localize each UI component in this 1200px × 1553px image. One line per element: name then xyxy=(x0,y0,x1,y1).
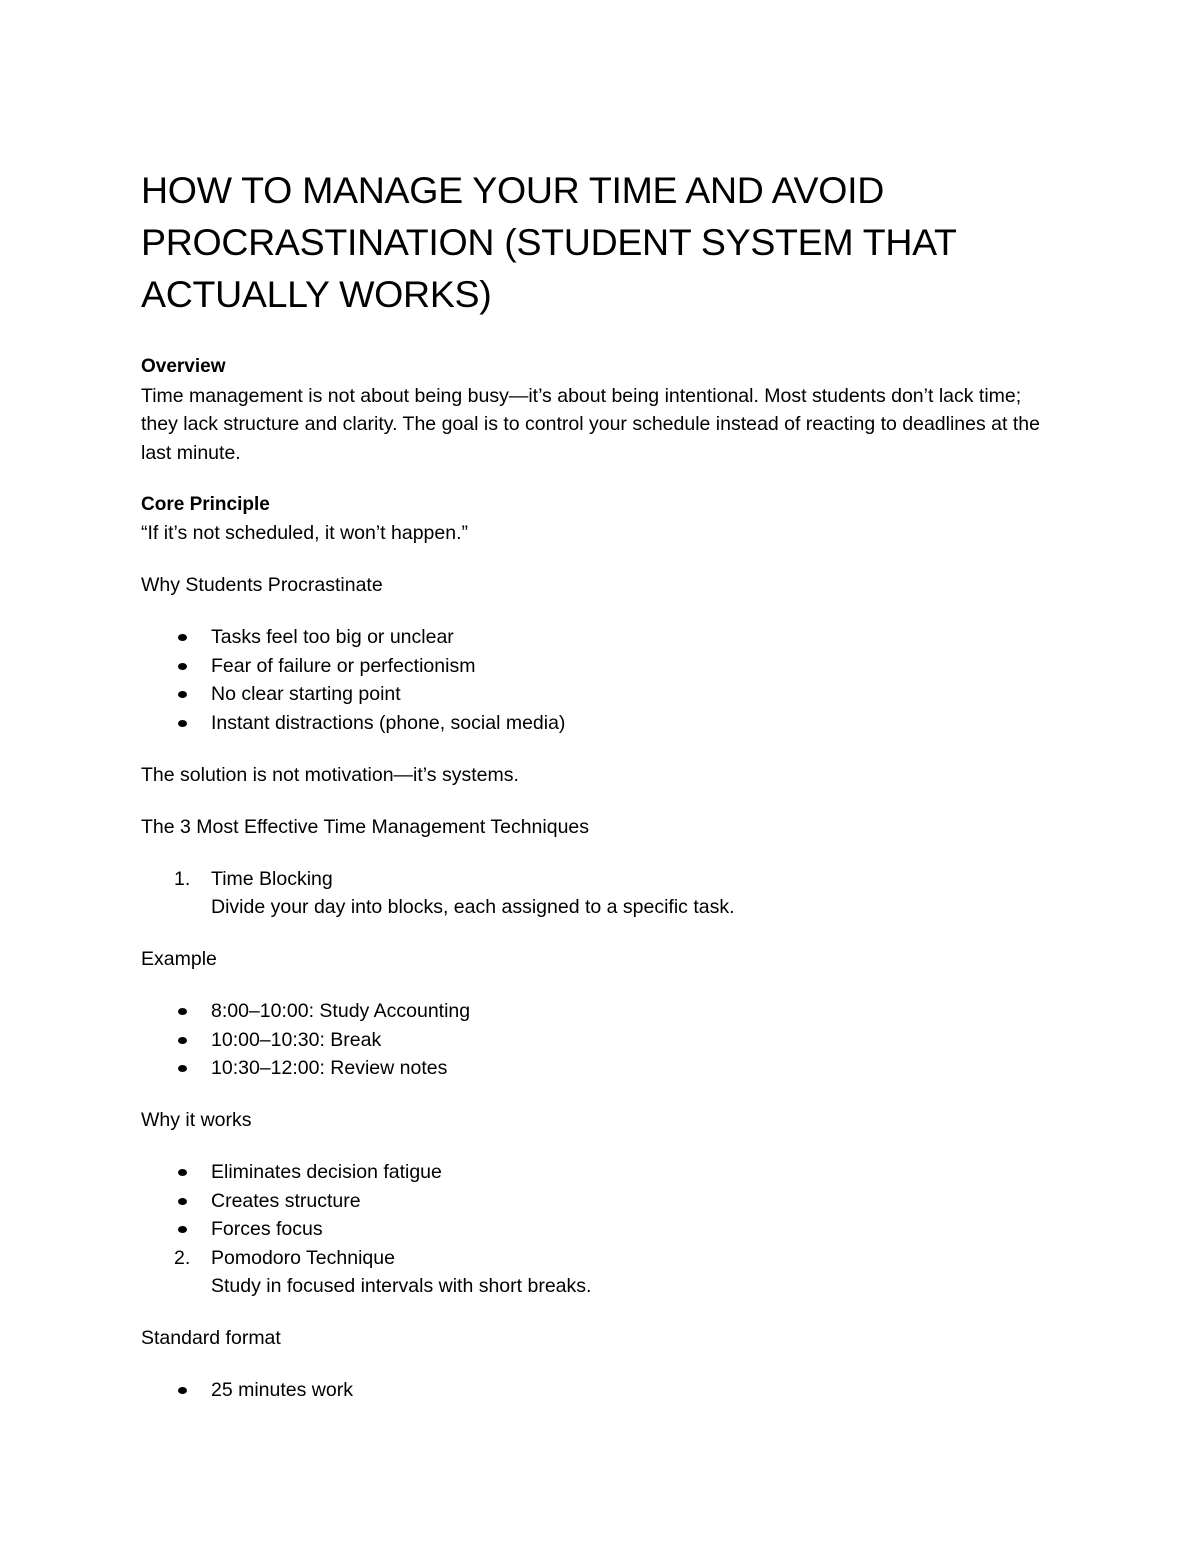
list-item: Eliminates decision fatigue xyxy=(141,1158,1061,1187)
why-it-works-heading: Why it works xyxy=(141,1109,252,1131)
list-number: 2. xyxy=(174,1246,191,1269)
bullet-icon xyxy=(178,1226,187,1233)
list-item: Creates structure xyxy=(141,1187,1061,1216)
list-item: Instant distractions (phone, social media) xyxy=(141,709,1061,738)
core-principle-quote: “If it’s not scheduled, it won’t happen.” xyxy=(141,522,468,544)
bullet-icon xyxy=(178,1198,187,1205)
why-procrastinate-heading: Why Students Procrastinate xyxy=(141,574,383,596)
bullet-icon xyxy=(178,634,187,641)
bullet-icon xyxy=(178,1169,187,1176)
list-item: 8:00–10:00: Study Accounting xyxy=(141,997,1061,1026)
technique-description: Study in focused intervals with short breaks. xyxy=(211,1275,592,1297)
bullet-icon xyxy=(178,1008,187,1015)
technique-1-list xyxy=(141,865,1061,922)
list-item: 25 minutes work xyxy=(141,1376,1061,1405)
technique-name: Pomodoro Technique xyxy=(211,1246,395,1269)
list-item: 10:00–10:30: Break xyxy=(141,1026,1061,1055)
list-item: Fear of failure or perfectionism xyxy=(141,652,1061,681)
standard-format-list xyxy=(141,1376,1061,1405)
overview-body: Time management is not about being busy—it’s about being intentional. Most students don’t lack time; they lack structure and clarity. The goal is to control your schedule instead of reacting to deadlines at the last minute. xyxy=(141,384,1040,464)
numbered-list-item xyxy=(141,1244,1061,1301)
overview-heading: Overview xyxy=(141,356,226,377)
example-heading: Example xyxy=(141,948,217,970)
core-principle-heading: Core Principle xyxy=(141,493,270,515)
solution-text: The solution is not motivation—it’s systems. xyxy=(141,763,519,786)
list-item: 10:30–12:00: Review notes xyxy=(141,1054,1061,1083)
technique-description: Divide your day into blocks, each assigned to a specific task. xyxy=(211,896,735,918)
standard-format-heading: Standard format xyxy=(141,1327,281,1349)
bullet-icon xyxy=(178,1065,187,1072)
document-title: HOW TO MANAGE YOUR TIME AND AVOID PROCRASTINATION (STUDENT SYSTEM THAT ACTUALLY WORKS) xyxy=(141,169,956,315)
list-item: Tasks feel too big or unclear xyxy=(141,623,1061,652)
list-number: 1. xyxy=(174,867,191,890)
list-item: Forces focus xyxy=(141,1215,1061,1244)
numbered-list-item xyxy=(141,865,1061,922)
list-item: No clear starting point xyxy=(141,680,1061,709)
example-list xyxy=(141,997,1061,1083)
bullet-icon xyxy=(178,1387,187,1394)
bullet-icon xyxy=(178,1037,187,1044)
bullet-icon xyxy=(178,720,187,727)
techniques-heading: The 3 Most Effective Time Management Techniques xyxy=(141,815,590,838)
document-content xyxy=(141,164,1061,1405)
bullet-icon xyxy=(178,663,187,670)
why-it-works-list xyxy=(141,1158,1061,1301)
technique-name: Time Blocking xyxy=(211,867,333,890)
bullet-icon xyxy=(178,691,187,698)
why-procrastinate-list xyxy=(141,623,1061,737)
